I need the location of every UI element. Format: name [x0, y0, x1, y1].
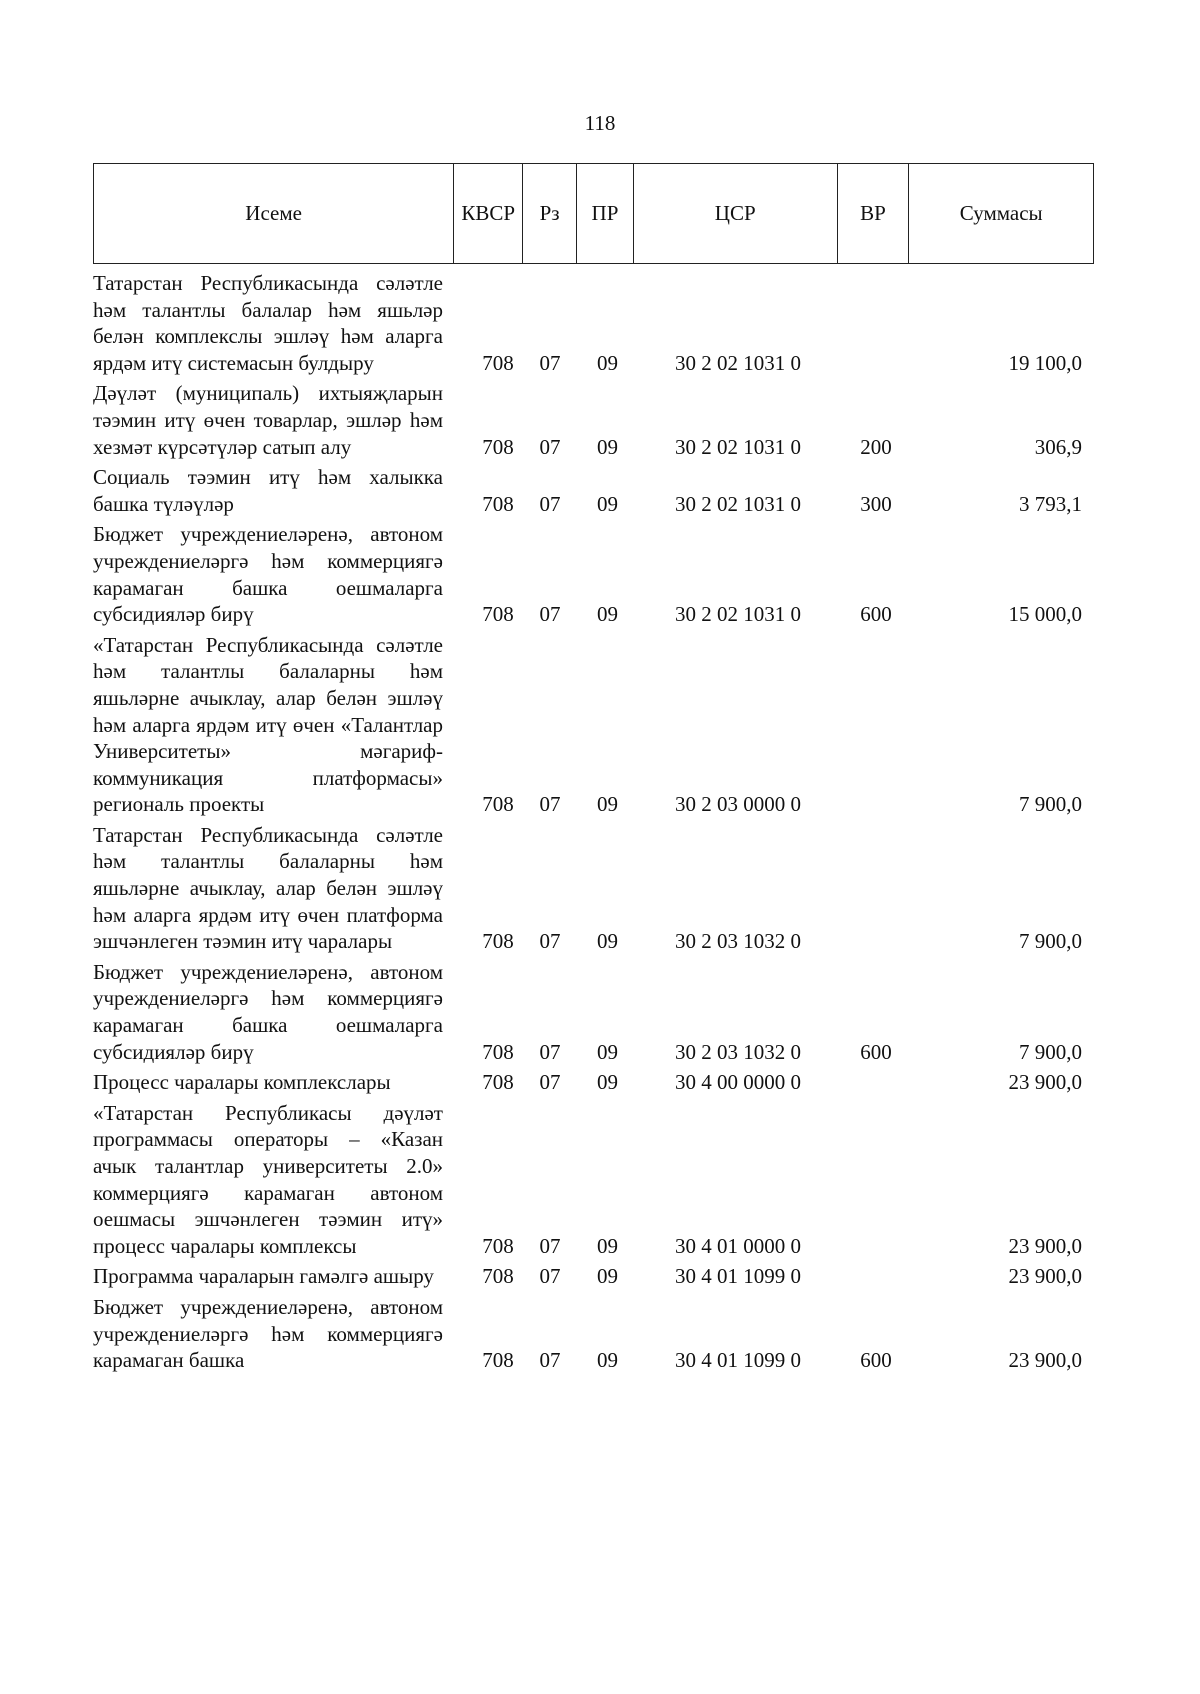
row-kvsr: 708 [482, 602, 514, 627]
row-name: Татарстан Республикасында сәләтле һәм талантлы балалар һәм яшьләр белән комплекслы эшләү һәм аларга ярдәм итү системасын булдыру [93, 271, 443, 375]
row-rz: 07 [539, 434, 561, 459]
row-rz: 07 [539, 1070, 561, 1095]
row-sum: 3 793,1 [1019, 491, 1082, 516]
row-csr: 30 4 01 1099 0 [675, 1348, 801, 1373]
row-vr: 600 [860, 602, 892, 627]
row-name: Программа чараларын гамәлгә ашыру [93, 1264, 434, 1289]
row-kvsr: 708 [482, 434, 514, 459]
row-name: Бюджет учреждениеләренә, автоном учреждениеләргә һәм коммерциягә карамаган башка оешмаларга субсидияләр бирү [93, 959, 443, 1064]
header-vr: ВР [838, 164, 910, 263]
row-csr: 30 4 00 0000 0 [675, 1070, 801, 1095]
row-kvsr: 708 [482, 1348, 514, 1373]
table-row [93, 521, 1094, 627]
row-pr: 09 [597, 602, 618, 627]
row-csr: 30 2 03 1032 0 [675, 1039, 801, 1064]
row-rz: 07 [539, 1264, 561, 1289]
header-name: Исеме [94, 164, 454, 263]
row-kvsr: 708 [482, 491, 514, 516]
row-rz: 07 [539, 350, 561, 375]
page-number: 118 [584, 111, 616, 135]
header-kvsr: КВСР [454, 164, 523, 263]
row-name: Бюджет учреждениеләренә, автоном учреждениеләргә һәм коммерциягә карамаган башка [93, 1294, 443, 1373]
table-row [93, 380, 1094, 460]
row-pr: 09 [597, 1233, 618, 1258]
row-name: «Татарстан Республикасы дәүләт программасы операторы – «Казан ачык талантлар университеты 2.0» коммерциягә карамаган автоном оешмасы эшчәнлеген тәэмин итү» процесс чаралары комплексы [93, 1100, 443, 1258]
row-kvsr: 708 [482, 1039, 514, 1064]
row-csr: 30 4 01 0000 0 [675, 1233, 801, 1258]
row-sum: 7 900,0 [1019, 792, 1082, 817]
header-rz: Рз [523, 164, 577, 263]
row-csr: 30 2 02 1031 0 [675, 602, 801, 627]
row-sum: 306,9 [1034, 434, 1082, 459]
row-pr: 09 [597, 350, 618, 375]
row-csr: 30 2 02 1031 0 [675, 350, 801, 375]
row-sum: 23 900,0 [1008, 1264, 1082, 1289]
row-name: Процесс чаралары комплекслары [93, 1070, 391, 1095]
row-kvsr: 708 [482, 350, 514, 375]
row-name: Дәүләт (муниципаль) ихтыяҗларын тәэмин итү өчен товарлар, эшләр һәм хезмәт күрсәтүләр сатып алу [93, 381, 443, 459]
row-name: Татарстан Республикасында сәләтле һәм талантлы балаларны һәм яшьләрне ачыклау, алар белән эшләү һәм аларга ярдәм итү өчен платформа эшчәнлеген тәэмин итү чаралары [93, 822, 443, 954]
row-csr: 30 2 02 1031 0 [675, 491, 801, 516]
row-csr: 30 4 01 1099 0 [675, 1264, 801, 1289]
row-vr: 300 [860, 491, 892, 516]
row-name: «Татарстан Республикасында сәләтле һәм талантлы балаларны һәм яшьләрне ачыклау, алар белән эшләү һәм аларга ярдәм итү өчен «Талантлар Университеты» мәгариф-коммуникация платформасы» региональ проекты [93, 632, 443, 817]
row-sum: 23 900,0 [1008, 1070, 1082, 1095]
row-kvsr: 708 [482, 1070, 514, 1095]
table-body [93, 270, 1094, 1378]
row-pr: 09 [597, 1039, 618, 1064]
row-csr: 30 2 02 1031 0 [675, 434, 801, 459]
row-rz: 07 [539, 491, 561, 516]
table-row [93, 1263, 1094, 1290]
row-rz: 07 [539, 1233, 561, 1258]
row-pr: 09 [597, 1264, 618, 1289]
header-csr: ЦСР [634, 164, 838, 263]
table-row [93, 822, 1094, 955]
row-name: Социаль тәэмин итү һәм халыкка башка түләүләр [93, 465, 443, 516]
table-row [93, 1100, 1094, 1260]
row-vr: 200 [860, 434, 892, 459]
row-kvsr: 708 [482, 929, 514, 954]
row-rz: 07 [539, 602, 561, 627]
row-pr: 09 [597, 792, 618, 817]
table-row [93, 632, 1094, 818]
table-header [93, 163, 1094, 264]
row-sum: 23 900,0 [1008, 1348, 1082, 1373]
header-pr: ПР [577, 164, 634, 263]
row-sum: 15 000,0 [1008, 602, 1082, 627]
row-pr: 09 [597, 1070, 618, 1095]
row-sum: 7 900,0 [1019, 1039, 1082, 1064]
row-pr: 09 [597, 434, 618, 459]
row-sum: 23 900,0 [1008, 1233, 1082, 1258]
row-pr: 09 [597, 929, 618, 954]
row-csr: 30 2 03 0000 0 [675, 792, 801, 817]
header-sum: Суммасы [959, 201, 1043, 225]
row-name: Бюджет учреждениеләренә, автоном учреждениеләргә һәм коммерциягә карамаган башка оешмаларга субсидияләр бирү [93, 522, 443, 627]
table-row [93, 1294, 1094, 1374]
row-kvsr: 708 [482, 792, 514, 817]
row-vr: 600 [860, 1039, 892, 1064]
table-row [93, 1069, 1094, 1096]
row-rz: 07 [539, 1039, 561, 1064]
row-vr: 600 [860, 1348, 892, 1373]
row-rz: 07 [539, 1348, 561, 1373]
row-csr: 30 2 03 1032 0 [675, 929, 801, 954]
row-sum: 7 900,0 [1019, 929, 1082, 954]
table-row [93, 270, 1094, 376]
table-row [93, 959, 1094, 1065]
row-pr: 09 [597, 491, 618, 516]
table-row [93, 464, 1094, 517]
row-kvsr: 708 [482, 1233, 514, 1258]
row-rz: 07 [539, 929, 561, 954]
row-sum: 19 100,0 [1008, 350, 1082, 375]
row-pr: 09 [597, 1348, 618, 1373]
row-kvsr: 708 [482, 1264, 514, 1289]
row-rz: 07 [539, 792, 561, 817]
